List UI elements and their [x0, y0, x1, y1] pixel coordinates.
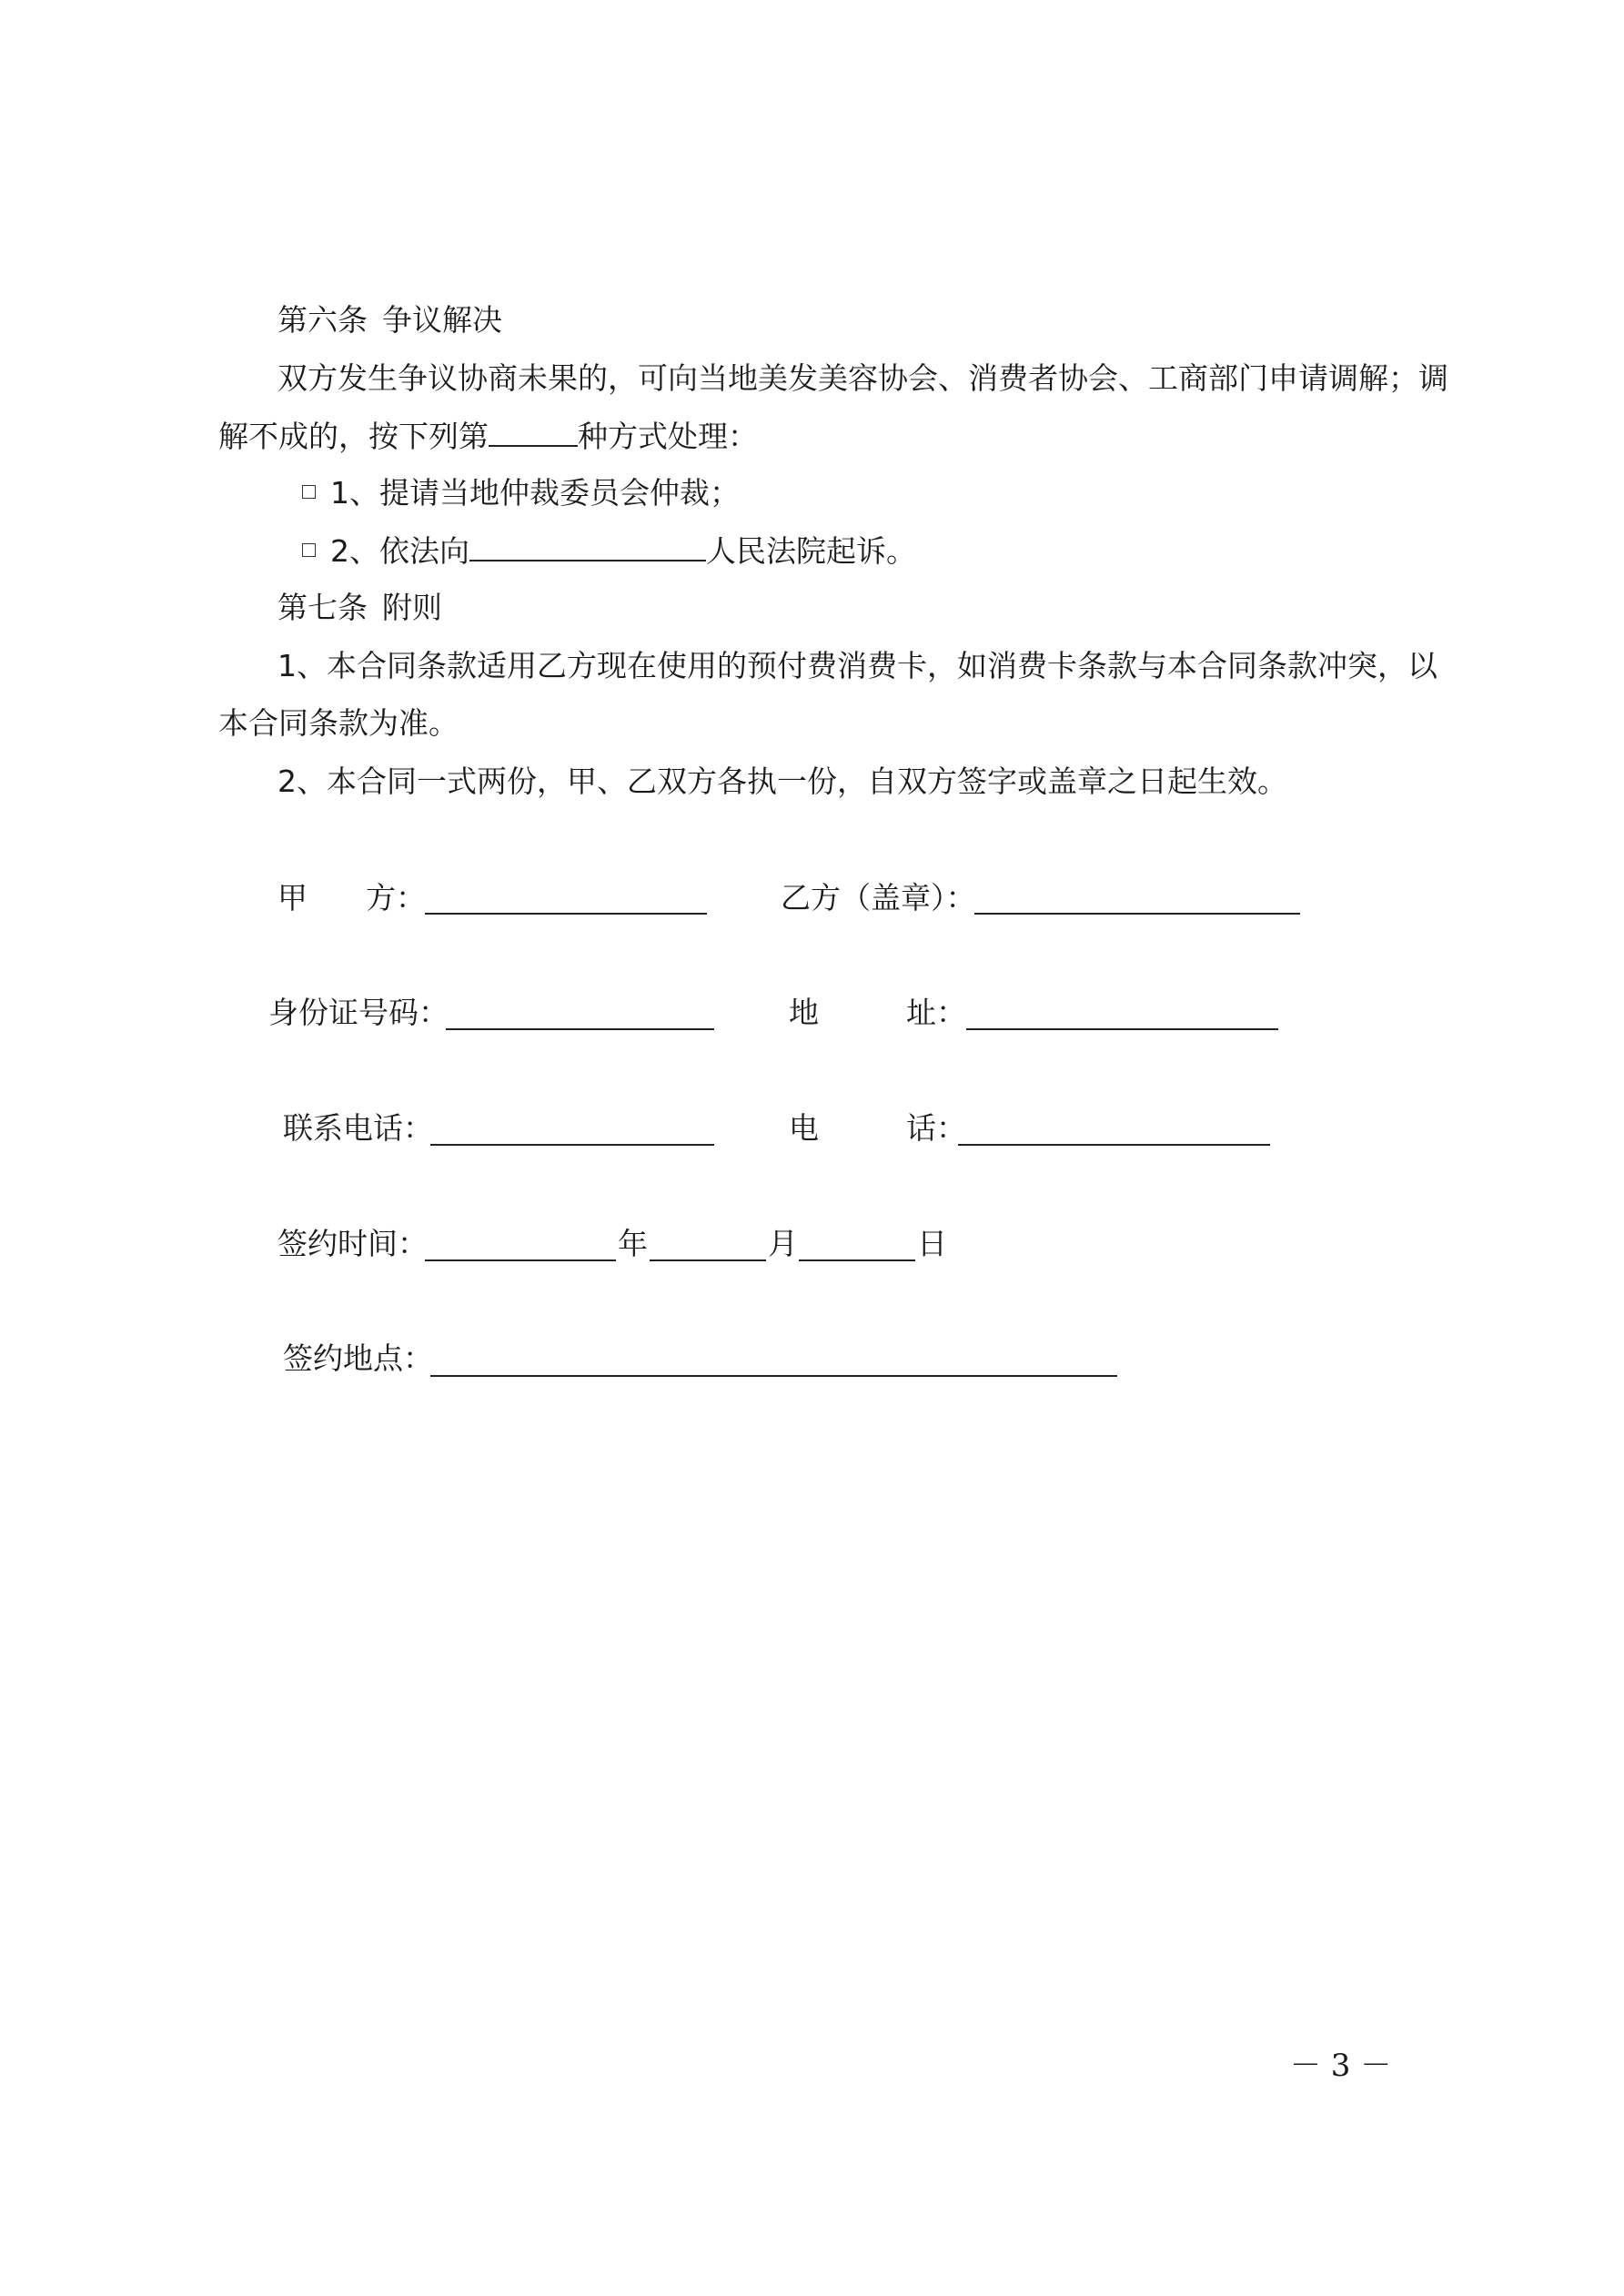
- party-b-field[interactable]: [974, 913, 1300, 915]
- article6-title: 争议解决: [382, 302, 502, 338]
- article6-paragraph-line2-text-a: 解不成的，按下列第: [218, 419, 489, 454]
- year-label: 年: [618, 1226, 648, 1261]
- phone-label-char2: 话：: [906, 1110, 966, 1146]
- article7-item1-line1: 1、本合同条款适用乙方现在使用的预付费消费卡，如消费卡条款与本合同条款冲突，以: [277, 648, 1437, 683]
- party-a-label: [277, 880, 426, 916]
- article6-number: 第六条: [277, 302, 368, 338]
- party-a-label-char1: 甲: [277, 880, 308, 915]
- signing-year-field[interactable]: [425, 1259, 616, 1261]
- option-arbitration-text: 1、提请当地仲裁委员会仲裁；: [330, 475, 740, 511]
- contact-phone-label: 联系电话：: [283, 1110, 433, 1146]
- signing-date-label: 签约时间：: [277, 1226, 428, 1261]
- court-name-blank[interactable]: [469, 532, 706, 561]
- option-arbitration: [302, 475, 740, 511]
- article6-paragraph-line2-text-b: 种方式处理：: [578, 419, 758, 454]
- page-number: － 3 －: [1290, 2048, 1392, 2084]
- signing-place-label: 签约地点：: [283, 1340, 433, 1376]
- party-a-field[interactable]: [425, 913, 707, 915]
- address-field[interactable]: [966, 1028, 1278, 1030]
- id-number-field[interactable]: [446, 1028, 714, 1030]
- month-label: 月: [768, 1226, 798, 1261]
- signing-month-field[interactable]: [650, 1259, 766, 1261]
- signing-day-field[interactable]: [799, 1259, 915, 1261]
- method-choice-blank[interactable]: [489, 418, 578, 447]
- article7-title: 附则: [382, 590, 442, 625]
- arbitration-checkbox[interactable]: [302, 485, 316, 499]
- option-lawsuit-text-b: 人民法院起诉。: [706, 533, 916, 569]
- article6-paragraph-line1: 双方发生争议协商未果的，可向当地美发美容协会、消费者协会、工商部门申请调解；调: [277, 360, 1448, 396]
- party-b-label: 乙方（盖章）：: [781, 880, 976, 915]
- day-label: 日: [917, 1226, 947, 1261]
- address-label-char2: 址：: [906, 995, 966, 1030]
- article7-heading: [277, 590, 442, 626]
- option-lawsuit-text-a: 2、依法向: [330, 533, 469, 569]
- option-lawsuit: [302, 532, 916, 570]
- article7-item1-line2: 本合同条款为准。: [218, 705, 459, 741]
- party-a-label-char2: 方：: [366, 880, 426, 915]
- phone-label: [789, 1110, 966, 1147]
- contact-phone-field[interactable]: [430, 1144, 714, 1146]
- address-label: [789, 995, 966, 1031]
- article7-number: 第七条: [277, 590, 368, 625]
- phone-field[interactable]: [958, 1144, 1270, 1146]
- phone-label-char1: 电: [789, 1110, 819, 1146]
- article6-paragraph-line2: [218, 418, 758, 455]
- signing-place-field[interactable]: [430, 1375, 1117, 1377]
- lawsuit-checkbox[interactable]: [302, 543, 316, 557]
- address-label-char1: 地: [789, 995, 819, 1030]
- id-number-label: 身份证号码：: [268, 995, 449, 1030]
- article7-item2: 2、本合同一式两份，甲、乙双方各执一份，自双方签字或盖章之日起生效。: [277, 764, 1287, 799]
- article6-heading: [277, 302, 502, 339]
